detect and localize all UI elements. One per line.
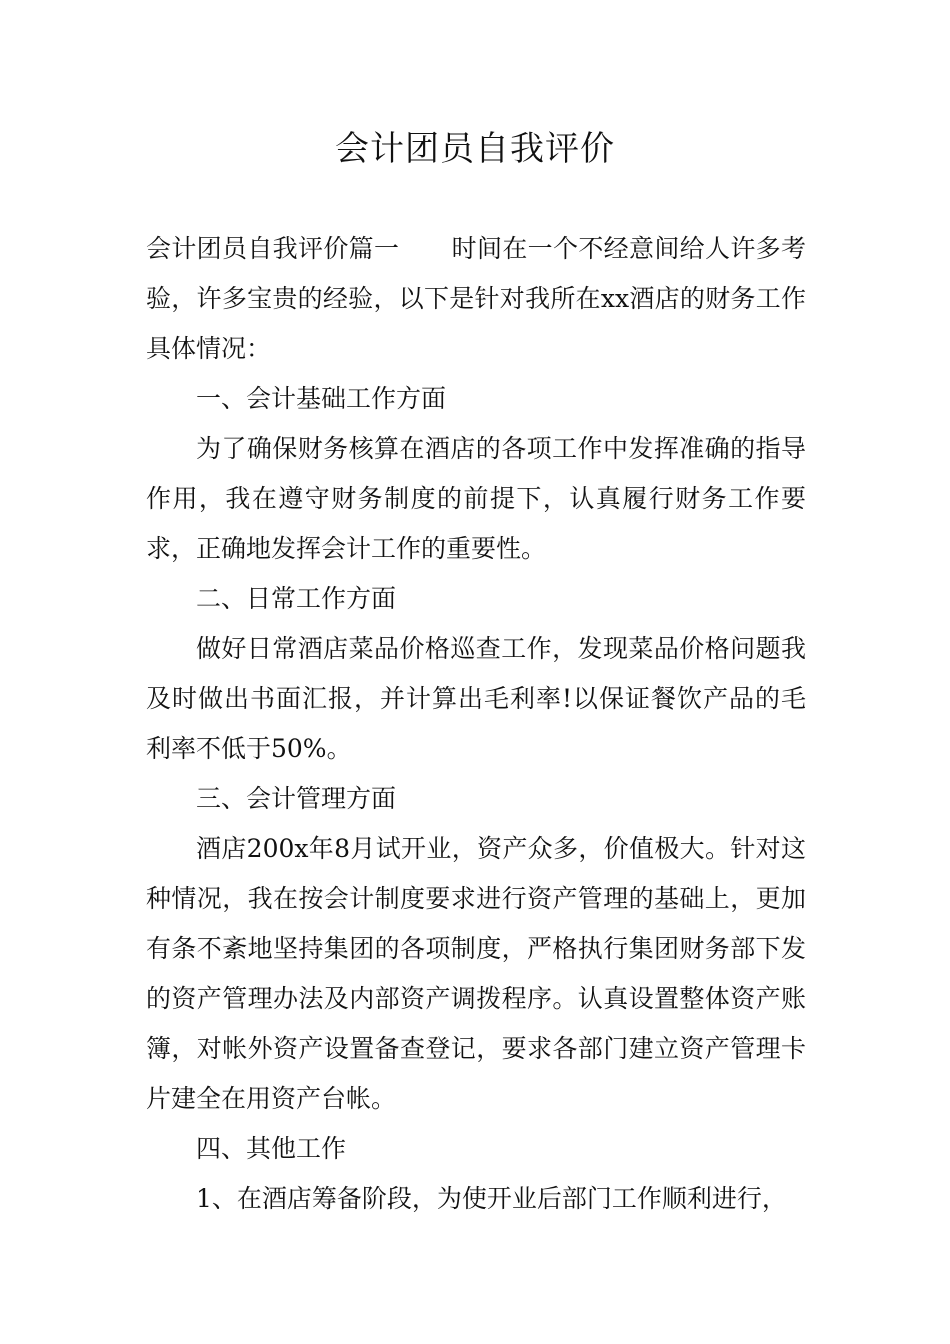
intro-heading: 会计团员自我评价篇一 bbox=[146, 234, 400, 263]
section-heading-2: 二、日常工作方面 bbox=[196, 584, 397, 613]
document-body bbox=[146, 224, 806, 1224]
section-paragraph-2: 做好日常酒店菜品价格巡查工作，发现菜品价格问题我及时做出书面汇报，并计算出毛利率!以保证餐饮产品的毛利率不低于50%。 bbox=[146, 634, 806, 763]
section-paragraph-3: 酒店200x年8月试开业，资产众多，价值极大。针对这种情况，我在按会计制度要求进行资产管理的基础上，更加有条不紊地坚持集团的各项制度，严格执行集团财务部下发的资产管理办法及内部资产调拨程序。认真设置整体资产账簿，对帐外资产设置备查登记，要求各部门建立资产管理卡片建全在用资产台帐。 bbox=[146, 834, 806, 1113]
intro-paragraph bbox=[146, 224, 806, 374]
section-heading-4: 四、其他工作 bbox=[196, 1134, 347, 1163]
document-title: 会计团员自我评价 bbox=[335, 129, 615, 169]
section-paragraph-4: 1、在酒店筹备阶段，为使开业后部门工作顺利进行， bbox=[196, 1184, 787, 1213]
section-heading-3: 三、会计管理方面 bbox=[196, 784, 397, 813]
section-paragraph-1: 为了确保财务核算在酒店的各项工作中发挥准确的指导作用，我在遵守财务制度的前提下，认真履行财务工作要求，正确地发挥会计工作的重要性。 bbox=[146, 434, 806, 563]
section-heading-1: 一、会计基础工作方面 bbox=[196, 384, 447, 413]
intro-text: 时间在一个不经意间给人许多考验，许多宝贵的经验，以下是针对我所在xx酒店的财务工作具体情况： bbox=[146, 234, 806, 363]
